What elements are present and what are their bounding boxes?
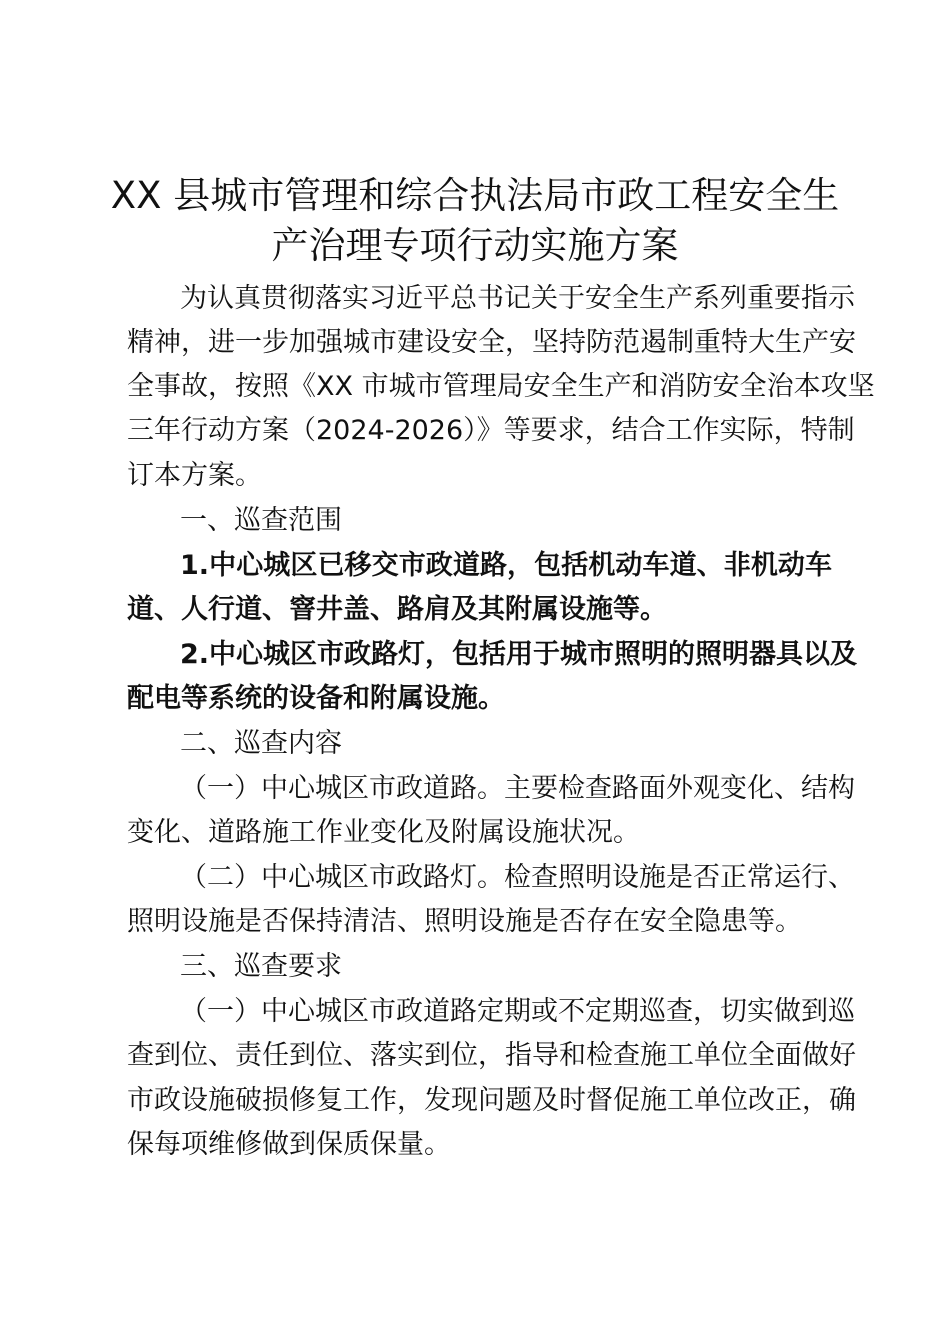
intro-line: 为认真贯彻落实习近平总书记关于安全生产系列重要指示 <box>180 283 855 314</box>
section-heading-scope: 一、巡查范围 <box>180 505 342 536</box>
section-heading-requirements: 三、巡查要求 <box>180 951 342 982</box>
scope-item-2-line: 配电等系统的设备和附属设施。 <box>127 683 505 714</box>
intro-line: 精神，进一步加强城市建设安全，坚持防范遏制重特大生产安 <box>127 327 856 358</box>
document-title-line-1: XX 县城市管理和综合执法局市政工程安全生 <box>110 174 840 217</box>
section-heading-content: 二、巡查内容 <box>180 728 342 759</box>
intro-line: 三年行动方案（2024-2026）》等要求，结合工作实际，特制 <box>127 415 855 446</box>
content-item-1-line: （一）中心城区市政道路。主要检查路面外观变化、结构 <box>180 773 855 804</box>
requirements-item-1-line: 保每项维修做到保质保量。 <box>127 1129 451 1160</box>
scope-item-1-line: 1.中心城区已移交市政道路，包括机动车道、非机动车 <box>180 550 832 581</box>
requirements-item-1-line: 市政设施破损修复工作，发现问题及时督促施工单位改正，确 <box>127 1085 856 1116</box>
scope-item-1-line: 道、人行道、窨井盖、路肩及其附属设施等。 <box>127 594 667 625</box>
scope-item-2-line: 2.中心城区市政路灯，包括用于城市照明的照明器具以及 <box>180 639 858 670</box>
intro-line: 订本方案。 <box>127 460 262 491</box>
content-item-2-line: （二）中心城区市政路灯。检查照明设施是否正常运行、 <box>180 862 855 893</box>
document-title-line-2: 产治理专项行动实施方案 <box>271 224 679 267</box>
content-item-2-line: 照明设施是否保持清洁、照明设施是否存在安全隐患等。 <box>127 906 802 937</box>
requirements-item-1-line: 查到位、责任到位、落实到位，指导和检查施工单位全面做好 <box>127 1040 856 1071</box>
content-item-1-line: 变化、道路施工作业变化及附属设施状况。 <box>127 817 640 848</box>
intro-line: 全事故，按照《XX 市城市管理局安全生产和消防安全治本攻坚 <box>127 371 875 402</box>
requirements-item-1-line: （一）中心城区市政道路定期或不定期巡查，切实做到巡 <box>180 996 855 1027</box>
